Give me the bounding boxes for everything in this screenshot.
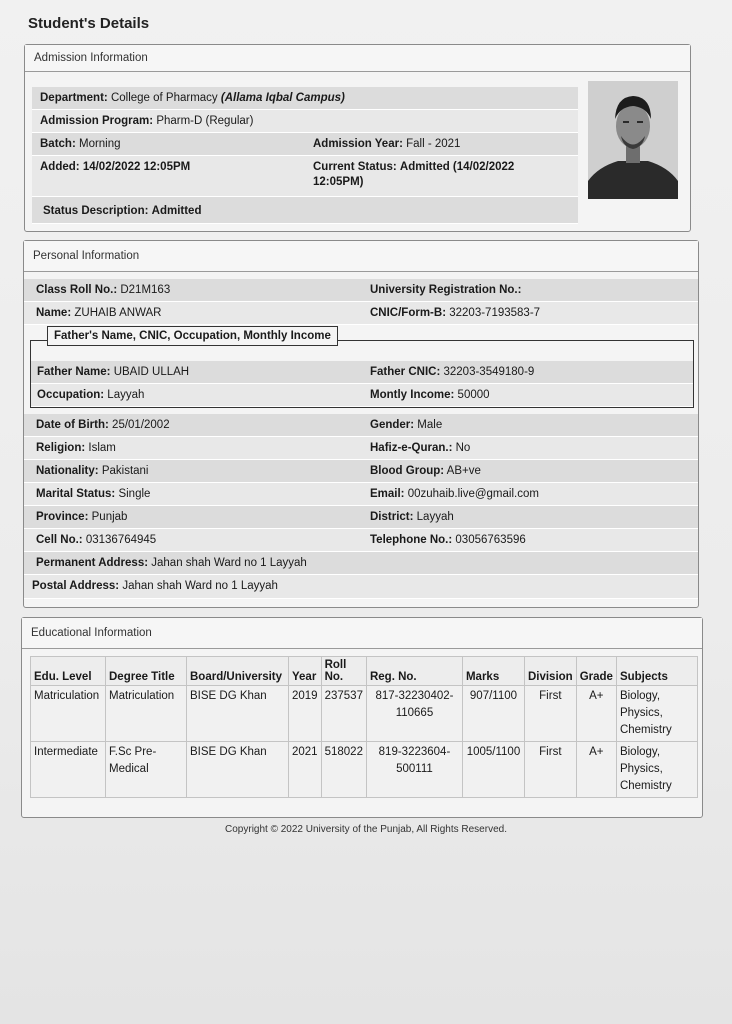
university-reg-label: University Registration No.: (370, 284, 522, 296)
dob-value: 25/01/2002 (112, 419, 170, 431)
cell-division: First (524, 686, 576, 742)
hafiz-label: Hafiz-e-Quran.: (370, 442, 453, 454)
cell-subject-1: Biology, (619, 746, 661, 758)
current-status-value-cont: 12:05PM) (313, 176, 364, 188)
cell-value: 03136764945 (85, 534, 157, 546)
father-name-row (31, 361, 693, 384)
col-marks: Marks (462, 657, 524, 686)
cell-marks: 907/1100 (462, 686, 524, 742)
added-label: Added: (40, 161, 80, 173)
student-photo-portrait-icon (588, 81, 678, 199)
name-value: ZUHAIB ANWAR (74, 307, 162, 319)
admission-year-label: Admission Year: (313, 138, 403, 150)
batch-value: Morning (78, 138, 121, 150)
cell-board: BISE DG Khan (187, 742, 289, 798)
cell-degree-title-line1: Matriculation (109, 690, 175, 702)
col-subjects: Subjects (616, 657, 697, 686)
education-table (30, 656, 698, 798)
father-info-legend: Father's Name, CNIC, Occupation, Monthly Income (47, 326, 338, 346)
class-roll-label: Class Roll No.: (36, 284, 118, 296)
program-value: Pharm-D (Regular) (156, 115, 254, 127)
added-value: 14/02/2022 12:05PM (82, 161, 191, 173)
col-reg-no: Reg. No. (366, 657, 462, 686)
permanent-address-label: Permanent Address: (36, 557, 149, 569)
cell-grade: A+ (576, 686, 616, 742)
cell-degree-title (106, 742, 187, 798)
marital-row (24, 483, 698, 506)
roll-row (24, 279, 698, 302)
postal-address-value: Jahan shah Ward no 1 Layyah (122, 580, 278, 592)
cnic-value: 32203-7193583-7 (449, 307, 541, 319)
education-table-header (31, 657, 698, 686)
cell-degree-title (106, 686, 187, 742)
department-row (32, 87, 578, 110)
dob-label: Date of Birth: (36, 419, 109, 431)
current-status-label: Current Status: (313, 161, 397, 173)
postal-address-label: Postal Address: (32, 580, 120, 592)
occupation-row (31, 384, 693, 407)
father-name-value: UBAID ULLAH (113, 366, 190, 378)
religion-value: Islam (88, 442, 116, 454)
father-cnic-label: Father CNIC: (370, 366, 441, 378)
telephone-value: 03056763596 (455, 534, 526, 546)
blood-group-value: AB+ve (446, 465, 481, 477)
cell-degree-title-line1: F.Sc Pre- (109, 746, 157, 758)
province-row (24, 506, 698, 529)
cell-subject-2: Physics, (619, 707, 663, 719)
admission-year-value: Fall - 2021 (406, 138, 461, 150)
student-photo (588, 81, 678, 199)
status-description-value: Admitted (151, 205, 202, 217)
cell-edu-level: Matriculation (31, 686, 106, 742)
permanent-address-value: Jahan shah Ward no 1 Layyah (151, 557, 307, 569)
cell-edu-level: Intermediate (31, 742, 106, 798)
status-description-label: Status Description: (43, 205, 149, 217)
marital-value: Single (118, 488, 151, 500)
cell-marks: 1005/1100 (462, 742, 524, 798)
admission-panel (24, 44, 691, 232)
col-roll-no-line2: No. (324, 671, 344, 683)
col-division: Division (524, 657, 576, 686)
province-label: Province: (36, 511, 89, 523)
page-title: Student's Details (28, 15, 150, 32)
cell-year: 2021 (289, 742, 322, 798)
cell-division: First (524, 742, 576, 798)
current-status-value: Admitted (14/02/2022 (399, 161, 515, 173)
cell-reg-no-line2: 110665 (395, 707, 434, 719)
admission-section-title: Admission Information (25, 45, 690, 72)
occupation-label: Occupation: (37, 389, 105, 401)
cell-grade: A+ (576, 742, 616, 798)
personal-section-title: Personal Information (24, 241, 698, 272)
blood-group-label: Blood Group: (370, 465, 445, 477)
gender-label: Gender: (370, 419, 415, 431)
email-value: 00zuhaib.live@gmail.com (407, 488, 539, 500)
cell-reg-no (366, 686, 462, 742)
cell-label: Cell No.: (36, 534, 83, 546)
batch-label: Batch: (40, 138, 76, 150)
cell-degree-title-line2: Medical (109, 763, 149, 775)
cell-year: 2019 (289, 686, 322, 742)
cell-subject-1: Biology, (619, 690, 661, 702)
table-row (31, 742, 698, 798)
department-label: Department: (40, 92, 108, 104)
nationality-value: Pakistani (101, 465, 149, 477)
table-row (31, 686, 698, 742)
gender-value: Male (417, 419, 443, 431)
cnic-label: CNIC/Form-B: (370, 307, 447, 319)
copyright-footer: Copyright © 2022 University of the Punjab, All Rights Reserved. (225, 824, 507, 835)
occupation-value: Layyah (107, 389, 145, 401)
program-label: Admission Program: (40, 115, 154, 127)
education-section-title: Educational Information (22, 618, 702, 649)
father-info-box (30, 330, 694, 408)
religion-label: Religion: (36, 442, 86, 454)
postal-address-row (24, 575, 698, 599)
telephone-label: Telephone No.: (370, 534, 453, 546)
father-name-label: Father Name: (37, 366, 111, 378)
cell-subject-3: Chemistry (619, 724, 672, 736)
province-value: Punjab (91, 511, 128, 523)
cell-row (24, 529, 698, 552)
name-label: Name: (36, 307, 72, 319)
cell-reg-no-line1: 817-32230402- (375, 690, 454, 702)
personal-panel (23, 240, 699, 608)
permanent-address-row (24, 552, 698, 575)
col-degree-title: Degree Title (106, 657, 187, 686)
marital-label: Marital Status: (36, 488, 116, 500)
cell-roll-no: 237537 (321, 686, 366, 742)
father-cnic-value: 32203-3549180-9 (443, 366, 535, 378)
status-description-row (32, 197, 578, 224)
col-board: Board/University (187, 657, 289, 686)
cell-board: BISE DG Khan (187, 686, 289, 742)
col-roll-no (321, 657, 366, 686)
program-row (32, 110, 578, 133)
cell-subjects (616, 686, 697, 742)
cell-reg-no-line2: 500111 (396, 763, 433, 775)
cell-subject-3: Chemistry (619, 780, 672, 792)
education-panel (21, 617, 703, 818)
name-row (24, 302, 698, 325)
department-value: College of Pharmacy (110, 92, 218, 104)
cell-subjects (616, 742, 697, 798)
income-label: Montly Income: (370, 389, 455, 401)
cell-reg-no (366, 742, 462, 798)
district-label: District: (370, 511, 414, 523)
col-grade: Grade (576, 657, 616, 686)
department-campus: (Allama Iqbal Campus) (220, 92, 345, 104)
religion-row (24, 437, 698, 460)
col-roll-no-line1: Roll (324, 659, 347, 671)
class-roll-value: D21M163 (120, 284, 171, 296)
cell-roll-no: 518022 (321, 742, 366, 798)
col-year: Year (289, 657, 322, 686)
nationality-label: Nationality: (36, 465, 99, 477)
cell-reg-no-line1: 819-3223604- (378, 746, 451, 758)
col-edu-level: Edu. Level (31, 657, 106, 686)
email-label: Email: (370, 488, 405, 500)
batch-row (32, 133, 578, 156)
dob-row (24, 414, 698, 437)
hafiz-value: No (455, 442, 471, 454)
cell-subject-2: Physics, (619, 763, 663, 775)
income-value: 50000 (457, 389, 490, 401)
nationality-row (24, 460, 698, 483)
added-row (32, 156, 578, 197)
district-value: Layyah (416, 511, 454, 523)
